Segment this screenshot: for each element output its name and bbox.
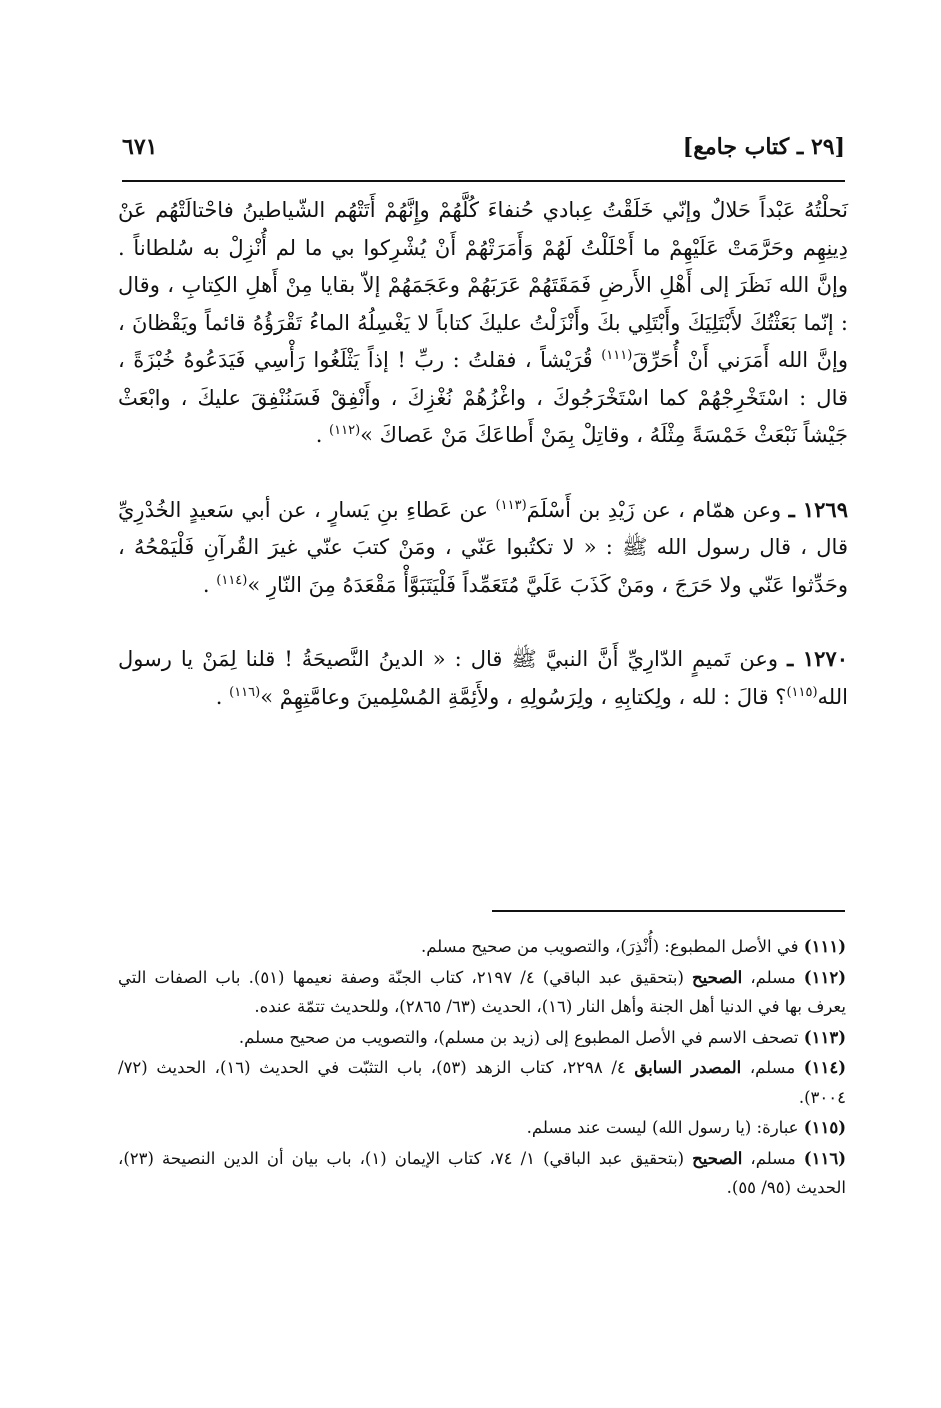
footnote-text: مسلم،	[750, 1148, 796, 1168]
footnote-ref: (١١١)	[601, 348, 633, 363]
paragraph-text: وعن همّام ، عن زَيْدِ بن أَسْلَمَ	[526, 497, 782, 522]
footnote-text: ٤/ ٢٢٩٨، كتاب الزهد (٥٣)، باب التثبّت في الحديث (١٦)، الحديث (٧٢/ ٣٠٠٤).	[118, 1058, 846, 1107]
footnote-text: مسلم،	[750, 967, 796, 987]
header-divider	[122, 180, 845, 182]
paragraph-text: وعن تَميمٍ الدّارِيِّ أَنَّ النبيَّ ﷺ قال : « الدينُ النَّصيحَةُ ! قلنا لِمَنْ يا رسول الله	[118, 647, 848, 709]
footnote	[118, 932, 846, 962]
footnote-text: تصحف الاسم في الأصل المطبوع إلى (زيد بن مسلم)، والتصويب من صحيح مسلم.	[238, 1027, 799, 1047]
footnote-text: في الأصل المطبوع: (أُنْذِرَ)، والتصويب من صحيح مسلم.	[420, 937, 799, 956]
footnote-text: (بتحقيق عبد الباقي) ١/ ٧٤، كتاب الإيمان (١)، باب بيان أن الدين النصيحة (٢٣)، الحديث (٩٥/ ٥٥).	[118, 1148, 846, 1197]
paragraph-continuation	[118, 192, 848, 455]
hadith-1270	[118, 640, 848, 716]
footnotes	[118, 932, 846, 1204]
paragraph-end: .	[315, 423, 330, 447]
footnote-number: (١١٢)	[803, 967, 846, 987]
footnote-ref: (١١٥)	[786, 684, 818, 700]
footnote	[118, 1113, 846, 1143]
footnote	[118, 1023, 846, 1053]
footnote	[118, 963, 846, 1022]
paragraph-text: قُرَيْشاً ، فقلتُ : ربِّ ! إذاً يَثْلَغُوا رَأْسِي فَيَدَعُوهُ خُبْزَةً ، قال : اسْتَخْرِجْهُمْ كما اسْتَخْرَجُوكَ ، واغْزُهُمْ نُغْزِكَ ، وأَنْفِقْ فَسَنُنْفِقَ عليكَ ، وابْعَثْ جَيْشاً نَبْعَثْ خَمْسَةً مِثْلَهُ ، وقاتِلْ بِمَنْ أَطاعَكَ مَنْ عَصاكَ »	[118, 348, 849, 447]
footnote-ref: (١١٢)	[329, 423, 361, 438]
hadith-number: ١٢٦٩ ـ	[788, 496, 848, 522]
paragraph-text: ؟ قالَ : لله ، ولِكتابِهِ ، ولِرَسُولِهِ ، ولأَئِمَّةِ المُسْلِمينَ وعامَّتِهِمْ »	[260, 684, 787, 709]
footnote-ref: (١١٣)	[495, 497, 527, 513]
hadith-number: ١٢٧٠ ـ	[787, 646, 848, 671]
footnote-text: عبارة: (يا رسول الله) ليست عند مسلم.	[526, 1118, 799, 1137]
page-number: ٦٧١	[122, 134, 158, 160]
main-text	[118, 192, 848, 716]
footnote-text: مسلم،	[749, 1058, 796, 1077]
footnote-source-title: الصحيح	[692, 967, 743, 987]
chapter-title: [٢٩ ـ كتاب جامع]	[682, 134, 845, 160]
footnote-number: (١١٣)	[803, 1027, 846, 1047]
hadith-1269	[118, 491, 848, 605]
footnote-ref: (١١٤)	[216, 572, 248, 588]
footnote-text: (بتحقيق عبد الباقي) ٤/ ٢١٩٧، كتاب الجنّة وصفة نعيمها (٥١). باب الصفات التي يعرف بها في الدنيا أهل الجنة وأهل النار (١٦)، الحديث (٦٣/ ٢٨٦٥)، وللحديث تتمّة عنده.	[118, 967, 846, 1016]
footnote-ref: (١١٦)	[229, 684, 261, 700]
footnote-number: (١١٥)	[803, 1118, 846, 1137]
page-header	[122, 134, 845, 178]
footnote-number: (١١٦)	[803, 1148, 846, 1168]
footnote-source-title: المصدر السابق	[634, 1058, 742, 1077]
footnote-number: (١١٤)	[803, 1058, 846, 1077]
footnote-number: (١١١)	[803, 937, 846, 956]
footnote-source-title: الصحيح	[692, 1148, 743, 1168]
paragraph-end: .	[202, 572, 217, 597]
footnote	[118, 1053, 846, 1112]
paragraph-end: .	[215, 684, 230, 709]
paragraph-text: عن عَطاءِ بنِ يَسارٍ ، عن أبي سَعيدٍ الخُدْرِيِّ قال ، قال رسول الله ﷺ : « لا تكتُبوا عَنّي ، ومَنْ كتبَ عنّي غيرَ القُرآنِ فَلْيَمْحُهُ ، وحَدِّثوا عَنّي ولا حَرَجَ ، ومَنْ كَذَبَ عَلَيَّ مُتَعَمِّداً فَلْيَتَبَوَّأْ مَقْعَدَهُ مِنَ النّارِ »	[118, 497, 848, 597]
paragraph-text: نَحلْتُهُ عَبْداً حَلالٌ وإنّي خَلَقْتُ عِبادي حُنفاءَ كُلَّهُمْ وإِنَّهُمْ أَتَتْهُم الشّياطينُ فاحْتالَتْهُم عَنْ دِينِهِم وحَرَّمَتْ عَلَيْهِمْ ما أَحْلَلْتُ لَهُمْ وَأَمَرَتْهُمْ أَنْ يُشْرِكوا بي ما لم أُنْزِلْ به سُلطاناً . وإنَّ الله نَظَرَ إلى أَهْلِ الأَرضِ فَمَقَتَهُمْ عَرَبَهُمْ وعَجَمَهُمْ إلاّ بقايا مِنْ أَهلِ الكِتابِ ، وقال : إنّما بَعَثْتُكَ لأَبْتَلِيَكَ وأَبْتَلِي بكَ وأَنْزَلْتُ عليكَ كتاباً لا يَغْسِلُهُ الماءُ تَقْرَؤُهُ قائماً ويَقْظانَ ، وإنَّ الله أَمَرَني أَنْ أُحَرِّقَ	[118, 198, 849, 372]
footnote-divider	[492, 910, 845, 912]
footnote	[118, 1144, 846, 1203]
